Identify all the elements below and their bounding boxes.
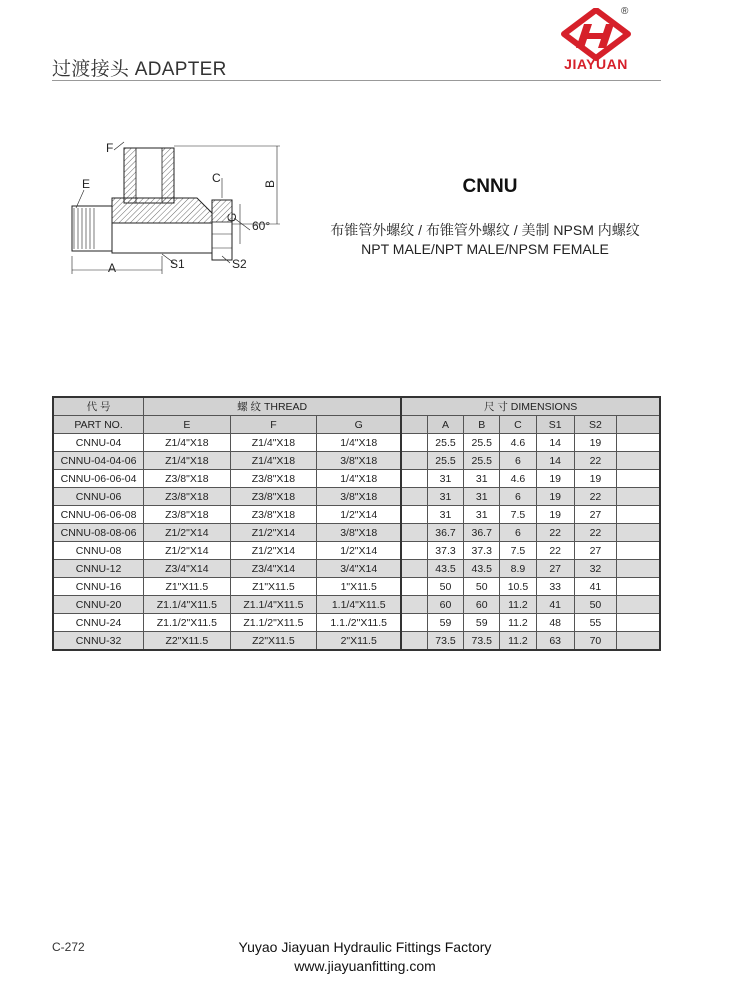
cell-blank (401, 488, 427, 506)
cell-s1: 19 (536, 488, 574, 506)
cell-f: Z3/8"X18 (230, 470, 317, 488)
cell-f: Z1/2"X14 (230, 542, 317, 560)
cell-f: Z3/8"X18 (230, 506, 317, 524)
cell-c: 10.5 (500, 578, 536, 596)
cell-s1: 22 (536, 542, 574, 560)
cell-s2: 22 (574, 488, 616, 506)
label-a: A (108, 261, 117, 275)
col-header-s1: S1 (536, 416, 574, 434)
cell-g: 1"X11.5 (317, 578, 402, 596)
table-row (53, 470, 660, 488)
cell-e: Z3/4"X14 (144, 560, 231, 578)
cell-part: CNNU-06-06-08 (53, 506, 144, 524)
cell-blank (401, 614, 427, 632)
label-g: G (225, 212, 239, 222)
cell-part: CNNU-16 (53, 578, 144, 596)
cell-f: Z3/4"X14 (230, 560, 317, 578)
cell-c: 7.5 (500, 542, 536, 560)
cell-b: 59 (464, 614, 500, 632)
cell-part: CNNU-06-06-04 (53, 470, 144, 488)
cell-b: 36.7 (464, 524, 500, 542)
cell-e: Z1/4"X18 (144, 434, 231, 452)
col-header-b: B (464, 416, 500, 434)
cell-f: Z1/4"X18 (230, 452, 317, 470)
cell-extra (617, 614, 660, 632)
cell-extra (617, 470, 660, 488)
col-header-part: PART NO. (53, 416, 144, 434)
cell-s1: 63 (536, 632, 574, 651)
table-row (53, 524, 660, 542)
cell-s1: 14 (536, 434, 574, 452)
cell-blank (401, 524, 427, 542)
cell-e: Z3/8"X18 (144, 470, 231, 488)
cell-s2: 19 (574, 470, 616, 488)
cell-part: CNNU-06 (53, 488, 144, 506)
cell-part: CNNU-04-04-06 (53, 452, 144, 470)
cell-g: 1/2"X14 (317, 542, 402, 560)
cell-c: 6 (500, 452, 536, 470)
cell-b: 31 (464, 506, 500, 524)
logo-text: JIAYUAN (564, 56, 628, 72)
cell-a: 73.5 (427, 632, 463, 651)
cell-s2: 27 (574, 542, 616, 560)
cell-f: Z2"X11.5 (230, 632, 317, 651)
label-e: E (82, 177, 91, 191)
cell-e: Z2"X11.5 (144, 632, 231, 651)
cell-b: 43.5 (464, 560, 500, 578)
cell-a: 59 (427, 614, 463, 632)
cell-s1: 33 (536, 578, 574, 596)
cell-c: 6 (500, 524, 536, 542)
cell-b: 31 (464, 488, 500, 506)
cell-c: 11.2 (500, 632, 536, 651)
cell-f: Z1/2"X14 (230, 524, 317, 542)
cell-g: 1/4"X18 (317, 470, 402, 488)
cell-e: Z1/4"X18 (144, 452, 231, 470)
cell-s1: 19 (536, 506, 574, 524)
product-description-en: NPT MALE/NPT MALE/NPSM FEMALE (361, 241, 609, 257)
cell-b: 60 (464, 596, 500, 614)
header-divider (52, 80, 661, 81)
cell-blank (401, 596, 427, 614)
cell-a: 50 (427, 578, 463, 596)
cell-s1: 27 (536, 560, 574, 578)
cell-g: 2"X11.5 (317, 632, 402, 651)
cell-s2: 32 (574, 560, 616, 578)
cell-c: 4.6 (500, 434, 536, 452)
cell-s1: 41 (536, 596, 574, 614)
cell-e: Z1"X11.5 (144, 578, 231, 596)
cell-g: 3/4"X14 (317, 560, 402, 578)
table-row (53, 560, 660, 578)
cell-g: 1.1./2"X11.5 (317, 614, 402, 632)
cell-b: 73.5 (464, 632, 500, 651)
cell-s1: 19 (536, 470, 574, 488)
table-row (53, 506, 660, 524)
cell-e: Z1/2"X14 (144, 542, 231, 560)
group-code-header: 代 号 (53, 397, 144, 416)
cell-s2: 22 (574, 452, 616, 470)
cell-e: Z1.1/2"X11.5 (144, 614, 231, 632)
col-header-e: E (144, 416, 231, 434)
cell-blank (401, 560, 427, 578)
col-header-a: A (427, 416, 463, 434)
table-row (53, 632, 660, 651)
cell-a: 36.7 (427, 524, 463, 542)
col-header-f: F (230, 416, 317, 434)
cell-e: Z3/8"X18 (144, 506, 231, 524)
cell-extra (617, 632, 660, 651)
table-row (53, 614, 660, 632)
cell-c: 11.2 (500, 596, 536, 614)
group-dimensions-header: 尺 寸 DIMENSIONS (401, 397, 660, 416)
cell-s2: 50 (574, 596, 616, 614)
cell-part: CNNU-12 (53, 560, 144, 578)
cell-part: CNNU-20 (53, 596, 144, 614)
page-title: 过渡接头 ADAPTER (52, 59, 227, 80)
cell-f: Z3/8"X18 (230, 488, 317, 506)
col-header-s2: S2 (574, 416, 616, 434)
adapter-technical-drawing (62, 138, 292, 278)
cell-c: 8.9 (500, 560, 536, 578)
cell-e: Z3/8"X18 (144, 488, 231, 506)
cell-g: 1/2"X14 (317, 506, 402, 524)
cell-g: 3/8"X18 (317, 488, 402, 506)
registered-mark: ® (621, 6, 629, 17)
cell-s2: 22 (574, 524, 616, 542)
cell-b: 25.5 (464, 434, 500, 452)
cell-f: Z1"X11.5 (230, 578, 317, 596)
cell-extra (617, 596, 660, 614)
cell-a: 43.5 (427, 560, 463, 578)
cell-part: CNNU-24 (53, 614, 144, 632)
cell-s2: 55 (574, 614, 616, 632)
label-s2: S2 (232, 257, 247, 271)
cell-extra (617, 542, 660, 560)
product-model: CNNU (462, 176, 518, 197)
group-thread-header: 螺 纹 THREAD (144, 397, 402, 416)
cell-extra (617, 506, 660, 524)
cell-g: 1/4"X18 (317, 434, 402, 452)
cell-s1: 22 (536, 524, 574, 542)
col-header-c: C (500, 416, 536, 434)
cell-c: 4.6 (500, 470, 536, 488)
cell-s1: 48 (536, 614, 574, 632)
cell-f: Z1.1/4"X11.5 (230, 596, 317, 614)
cell-blank (401, 452, 427, 470)
cell-c: 11.2 (500, 614, 536, 632)
cell-blank (401, 578, 427, 596)
cell-extra (617, 488, 660, 506)
cell-extra (617, 524, 660, 542)
cell-s1: 14 (536, 452, 574, 470)
footer-url: www.jiayuanfitting.com (294, 958, 436, 974)
cell-s2: 41 (574, 578, 616, 596)
cell-a: 31 (427, 488, 463, 506)
cell-a: 31 (427, 470, 463, 488)
spec-table (52, 396, 661, 651)
cell-extra (617, 434, 660, 452)
cell-part: CNNU-08 (53, 542, 144, 560)
cell-part: CNNU-08-08-06 (53, 524, 144, 542)
cell-f: Z1/4"X18 (230, 434, 317, 452)
cell-blank (401, 632, 427, 651)
cell-blank (401, 434, 427, 452)
label-c: C (212, 171, 221, 185)
table-row (53, 488, 660, 506)
col-header-blank (401, 416, 427, 434)
cell-a: 25.5 (427, 452, 463, 470)
cell-s2: 27 (574, 506, 616, 524)
table-row (53, 542, 660, 560)
product-description-cn: 布锥管外螺纹 / 布锥管外螺纹 / 美制 NPSM 内螺纹 (330, 222, 640, 238)
label-s1: S1 (170, 257, 185, 271)
cell-a: 37.3 (427, 542, 463, 560)
col-header-g: G (317, 416, 402, 434)
cell-b: 50 (464, 578, 500, 596)
label-angle: 60° (252, 219, 271, 233)
cell-blank (401, 470, 427, 488)
cell-c: 7.5 (500, 506, 536, 524)
cell-blank (401, 542, 427, 560)
page-number: C-272 (52, 940, 85, 954)
cell-e: Z1.1/4"X11.5 (144, 596, 231, 614)
col-header-extra (617, 416, 660, 434)
cell-blank (401, 506, 427, 524)
cell-s2: 70 (574, 632, 616, 651)
table-row (53, 596, 660, 614)
cell-s2: 19 (574, 434, 616, 452)
footer-company: Yuyao Jiayuan Hydraulic Fittings Factory (238, 939, 492, 955)
cell-c: 6 (500, 488, 536, 506)
cell-a: 60 (427, 596, 463, 614)
cell-a: 25.5 (427, 434, 463, 452)
cell-extra (617, 452, 660, 470)
table-row (53, 452, 660, 470)
cell-part: CNNU-04 (53, 434, 144, 452)
cell-g: 1.1/4"X11.5 (317, 596, 402, 614)
cell-e: Z1/2"X14 (144, 524, 231, 542)
label-b: B (263, 179, 277, 188)
table-row (53, 578, 660, 596)
cell-extra (617, 578, 660, 596)
label-f: F (106, 141, 114, 155)
cell-part: CNNU-32 (53, 632, 144, 651)
cell-g: 3/8"X18 (317, 452, 402, 470)
cell-f: Z1.1/2"X11.5 (230, 614, 317, 632)
table-row (53, 434, 660, 452)
cell-a: 31 (427, 506, 463, 524)
cell-g: 3/8"X18 (317, 524, 402, 542)
cell-b: 31 (464, 470, 500, 488)
cell-b: 37.3 (464, 542, 500, 560)
cell-b: 25.5 (464, 452, 500, 470)
cell-extra (617, 560, 660, 578)
